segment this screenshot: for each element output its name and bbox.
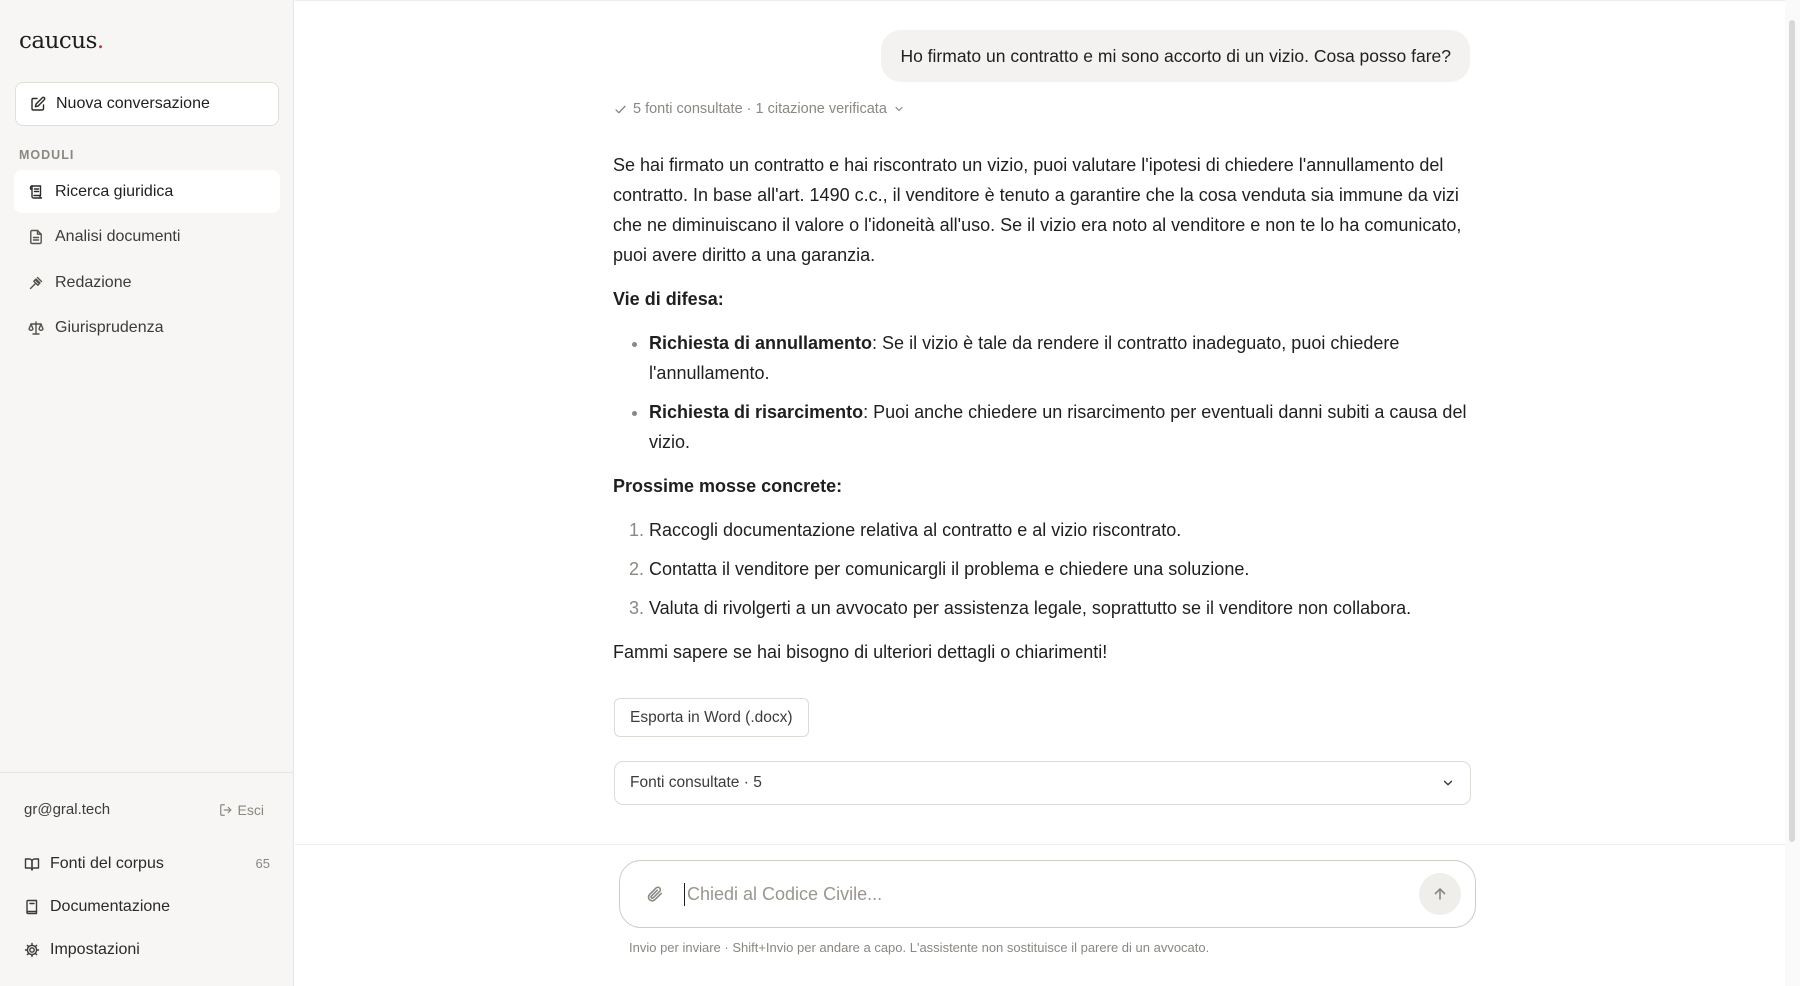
sidebar-item-label: Ricerca giuridica bbox=[55, 182, 174, 200]
sources-panel-toggle[interactable] bbox=[614, 761, 1471, 805]
sidebar-item-label: Documentazione bbox=[50, 897, 171, 915]
export-word-button[interactable] bbox=[614, 698, 809, 737]
composer-divider bbox=[295, 844, 1785, 845]
chevron-down-icon bbox=[1441, 776, 1455, 790]
book-icon bbox=[24, 856, 40, 872]
assistant-answer bbox=[613, 150, 1473, 681]
paperclip-icon[interactable] bbox=[646, 885, 664, 903]
user-message-text: Ho firmato un contratto e mi sono accorto di un vizio. Cosa posso fare? bbox=[900, 45, 1451, 66]
next-steps-list bbox=[613, 515, 1473, 623]
list-item-title: Richiesta di risarcimento bbox=[649, 402, 864, 422]
sidebar-item-label: Redazione bbox=[55, 273, 132, 291]
scrollbar[interactable] bbox=[1785, 0, 1800, 986]
notebook-icon bbox=[24, 899, 40, 915]
composer-hint: Invio per inviare · Shift+Invio per andare a capo. L'assistente non sostituisce il parere di un avvocato. bbox=[629, 940, 1210, 955]
sidebar-item-label: Impostazioni bbox=[50, 940, 140, 958]
sidebar-item-giurisprudenza[interactable] bbox=[14, 307, 280, 350]
sidebar-item-impostazioni[interactable] bbox=[24, 928, 270, 971]
new-conversation-button[interactable] bbox=[15, 82, 279, 126]
list-item bbox=[649, 328, 1473, 388]
sidebar-item-label: Fonti del corpus bbox=[50, 854, 164, 872]
logout-icon bbox=[219, 803, 233, 817]
scales-icon bbox=[28, 320, 44, 336]
gavel-icon bbox=[28, 275, 44, 291]
document-icon bbox=[28, 229, 44, 245]
sources-meta-text: 5 fonti consultate · 1 citazione verificata bbox=[633, 101, 887, 117]
list-item-title: Richiesta di annullamento bbox=[649, 333, 873, 353]
list-item-text: : Se il vizio è tale da rendere il contratto inadeguato, puoi chiedere l'annullamento. bbox=[649, 333, 1400, 383]
send-button[interactable] bbox=[1419, 873, 1461, 915]
answer-closing: Fammi sapere se hai bisogno di ulteriori dettagli o chiarimenti! bbox=[613, 642, 1108, 662]
logout-label: Esci bbox=[237, 801, 264, 818]
list-item bbox=[649, 397, 1473, 457]
logo-dot: . bbox=[96, 28, 104, 54]
edit-icon bbox=[30, 96, 46, 112]
sidebar-item-ricerca-giuridica[interactable] bbox=[14, 170, 280, 213]
scrollbar-thumb[interactable] bbox=[1789, 20, 1795, 842]
modules-nav bbox=[14, 170, 280, 352]
answer-heading-defense: Vie di difesa: bbox=[613, 289, 724, 309]
sidebar-divider bbox=[0, 772, 294, 773]
corpus-count-badge: 65 bbox=[255, 856, 270, 871]
sidebar-item-analisi-documenti[interactable] bbox=[14, 216, 280, 259]
new-conversation-label: Nuova conversazione bbox=[56, 95, 210, 112]
chat-main bbox=[295, 0, 1785, 986]
list-item: 3. Valuta di rivolgerti a un avvocato per assistenza legale, soprattutto se il venditore non collabora. bbox=[649, 593, 1473, 623]
composer bbox=[619, 860, 1476, 928]
modules-section-label: MODULI bbox=[19, 148, 75, 162]
defense-list bbox=[613, 328, 1473, 457]
sources-panel-label: Fonti consultate · 5 bbox=[630, 774, 762, 791]
scroll-icon bbox=[28, 184, 44, 200]
list-item: 1. Raccogli documentazione relativa al contratto e al vizio riscontrato. bbox=[649, 515, 1473, 545]
sources-meta-toggle[interactable] bbox=[614, 101, 911, 117]
list-item: 2. Contatta il venditore per comunicargli il problema e chiedere una soluzione. bbox=[649, 554, 1473, 584]
list-item-text: : Puoi anche chiedere un risarcimento per eventuali danni subiti a causa del vizio. bbox=[649, 402, 1467, 452]
sidebar-item-documentazione[interactable] bbox=[24, 885, 270, 928]
gear-icon bbox=[24, 942, 40, 958]
logout-button[interactable] bbox=[219, 802, 264, 818]
sidebar-item-redazione[interactable] bbox=[14, 261, 280, 304]
sidebar-item-fonti-del-corpus[interactable] bbox=[24, 842, 270, 885]
export-word-label: Esporta in Word (.docx) bbox=[630, 708, 793, 726]
sidebar bbox=[0, 0, 294, 986]
chevron-down-icon bbox=[893, 103, 905, 115]
sidebar-item-label: Giurisprudenza bbox=[55, 319, 164, 336]
user-row bbox=[24, 801, 264, 818]
sidebar-footer-nav bbox=[24, 842, 270, 971]
answer-intro: Se hai firmato un contratto e hai riscontrato un vizio, puoi valutare l'ipotesi di chiedere l'annullamento del contratto. In base all'art. 1490 c.c., il venditore è tenuto a garantire che la cosa venduta sia immune da vizi che ne diminuiscano il valore o l'idoneità all'uso. Se il vizio era noto al venditore e non te lo ha comunicato, puoi avere diritto a una garanzia. bbox=[613, 155, 1462, 265]
chat-input[interactable] bbox=[684, 883, 1419, 906]
sidebar-item-label: Analisi documenti bbox=[55, 228, 181, 245]
user-email: gr@gral.tech bbox=[24, 801, 111, 818]
top-border bbox=[295, 0, 1785, 1]
check-icon bbox=[614, 103, 627, 116]
user-message-bubble bbox=[881, 30, 1470, 82]
arrow-up-icon bbox=[1432, 886, 1448, 902]
app-logo[interactable] bbox=[19, 28, 104, 54]
logo-text: caucus bbox=[19, 28, 97, 54]
answer-heading-next-steps: Prossime mosse concrete: bbox=[613, 476, 843, 496]
